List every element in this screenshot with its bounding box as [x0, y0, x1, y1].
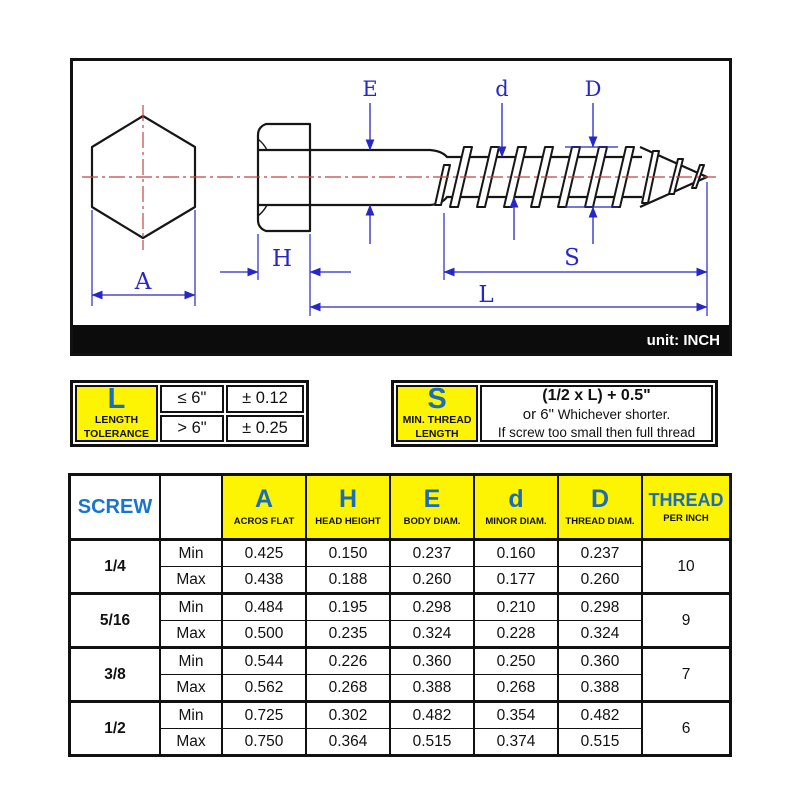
dim-label-thread-diam: D [584, 77, 602, 101]
value-cell: 0.302 [306, 702, 390, 729]
value-cell: 0.235 [306, 621, 390, 648]
value-cell: 0.425 [222, 540, 306, 567]
title-line2: LENGTH [415, 427, 459, 440]
technical-drawing-panel [70, 58, 732, 356]
min-label: Min [160, 594, 222, 621]
value-cell: 0.226 [306, 648, 390, 675]
value-cell: 0.324 [390, 621, 474, 648]
threads-per-inch: 6 [642, 702, 731, 756]
col-letter: d [508, 485, 524, 513]
value-cell: 0.268 [474, 675, 558, 702]
threads-per-inch: 7 [642, 648, 731, 702]
min-thread-length-symbol-cell [396, 385, 478, 442]
value-cell: 0.228 [474, 621, 558, 648]
value-cell: 0.725 [222, 702, 306, 729]
header-screw: SCREW [70, 475, 161, 540]
tolerance-value: ± 0.12 [226, 385, 304, 413]
spec-header-row [70, 475, 731, 540]
dim-label-across-flats: A [134, 269, 152, 295]
tolerance-condition: > 6" [160, 415, 224, 443]
spec-row-max [70, 567, 731, 594]
value-cell: 0.298 [558, 594, 642, 621]
col-desc: HEAD HEIGHT [315, 516, 381, 527]
value-cell: 0.354 [474, 702, 558, 729]
value-cell: 0.500 [222, 621, 306, 648]
symbol-S: S [427, 383, 447, 416]
min-label: Min [160, 540, 222, 567]
value-cell: 0.750 [222, 729, 306, 756]
max-label: Max [160, 675, 222, 702]
length-tolerance-symbol-cell [75, 385, 158, 442]
value-cell: 0.438 [222, 567, 306, 594]
value-cell: 0.237 [390, 540, 474, 567]
thread-length-alternative [523, 405, 670, 425]
thread-length-note: If screw too small then full thread [497, 424, 696, 440]
size-label: 1/4 [70, 540, 161, 594]
max-label: Max [160, 567, 222, 594]
title-line1: MIN. THREAD [402, 414, 472, 427]
value-cell: 0.150 [306, 540, 390, 567]
symbol-L: L [107, 383, 126, 416]
alt-or-6: or 6" [522, 406, 554, 424]
col-desc: THREAD DIAM. [565, 516, 635, 527]
value-cell: 0.515 [558, 729, 642, 756]
header-thread-per-inch [642, 475, 731, 540]
spec-row-min [70, 702, 731, 729]
min-label: Min [160, 648, 222, 675]
size-label: 5/16 [70, 594, 161, 648]
min-thread-length-title [403, 414, 472, 440]
value-cell: 0.260 [558, 567, 642, 594]
header-col-E [390, 475, 474, 540]
value-cell: 0.482 [558, 702, 642, 729]
value-cell: 0.374 [474, 729, 558, 756]
max-label: Max [160, 729, 222, 756]
length-tolerance-table [70, 380, 309, 447]
threads-per-inch: 9 [642, 594, 731, 648]
screw-spec-table [68, 473, 732, 757]
value-cell: 0.268 [306, 675, 390, 702]
max-label: Max [160, 621, 222, 648]
value-cell: 0.298 [390, 594, 474, 621]
spec-row-min [70, 540, 731, 567]
value-cell: 0.250 [474, 648, 558, 675]
value-cell: 0.195 [306, 594, 390, 621]
col-desc: MINOR DIAM. [485, 516, 547, 527]
spec-row-min [70, 594, 731, 621]
panel-border [72, 60, 731, 355]
size-label: 3/8 [70, 648, 161, 702]
value-cell: 0.177 [474, 567, 558, 594]
alt-whichever: Whichever shorter. [553, 407, 671, 423]
col-desc: ACROS FLAT [233, 516, 295, 527]
header-col-D [558, 475, 642, 540]
title-line2: TOLERANCE [83, 427, 150, 440]
value-cell: 0.388 [558, 675, 642, 702]
value-cell: 0.237 [558, 540, 642, 567]
length-tolerance-title [84, 414, 149, 440]
header-col-A [222, 475, 306, 540]
spec-row-min [70, 648, 731, 675]
spec-row-max [70, 621, 731, 648]
col-letter: E [423, 485, 441, 513]
header-blank [160, 475, 222, 540]
thread-length-formula: (1/2 x L) + 0.5" [542, 386, 651, 404]
thread-header-line1: THREAD [648, 489, 724, 510]
header-col-H [306, 475, 390, 540]
threads-per-inch: 10 [642, 540, 731, 594]
value-cell: 0.484 [222, 594, 306, 621]
dim-label-body-diam: E [362, 77, 378, 101]
value-cell: 0.562 [222, 675, 306, 702]
min-thread-length-rule [480, 385, 713, 442]
spec-row-max [70, 729, 731, 756]
dim-label-thread-length: S [564, 245, 580, 271]
length-tolerance-grid [160, 385, 304, 442]
value-cell: 0.324 [558, 621, 642, 648]
value-cell: 0.544 [222, 648, 306, 675]
size-label: 1/2 [70, 702, 161, 756]
tolerance-value: ± 0.25 [226, 415, 304, 443]
dim-label-head-height: H [271, 246, 293, 272]
col-desc: BODY DIAM. [403, 516, 461, 527]
title-line1: LENGTH [94, 414, 139, 427]
value-cell: 0.360 [390, 648, 474, 675]
value-cell: 0.188 [306, 567, 390, 594]
dim-label-minor-diam: d [495, 77, 509, 101]
min-thread-length-table [391, 380, 718, 447]
header-col-d [474, 475, 558, 540]
value-cell: 0.482 [390, 702, 474, 729]
value-cell: 0.360 [558, 648, 642, 675]
unit-bar [72, 325, 730, 354]
value-cell: 0.515 [390, 729, 474, 756]
col-letter: A [254, 485, 274, 513]
value-cell: 0.260 [390, 567, 474, 594]
unit-note: unit: INCH [646, 332, 720, 349]
spec-row-max [70, 675, 731, 702]
tolerance-condition: ≤ 6" [160, 385, 224, 413]
value-cell: 0.388 [390, 675, 474, 702]
value-cell: 0.364 [306, 729, 390, 756]
dim-label-total-length: L [478, 282, 494, 308]
col-letter: D [590, 485, 610, 513]
col-letter: H [338, 485, 358, 513]
thread-header-line2: PER INCH [663, 512, 709, 524]
min-label: Min [160, 702, 222, 729]
lag-screw-drawing [70, 58, 732, 356]
value-cell: 0.210 [474, 594, 558, 621]
value-cell: 0.160 [474, 540, 558, 567]
